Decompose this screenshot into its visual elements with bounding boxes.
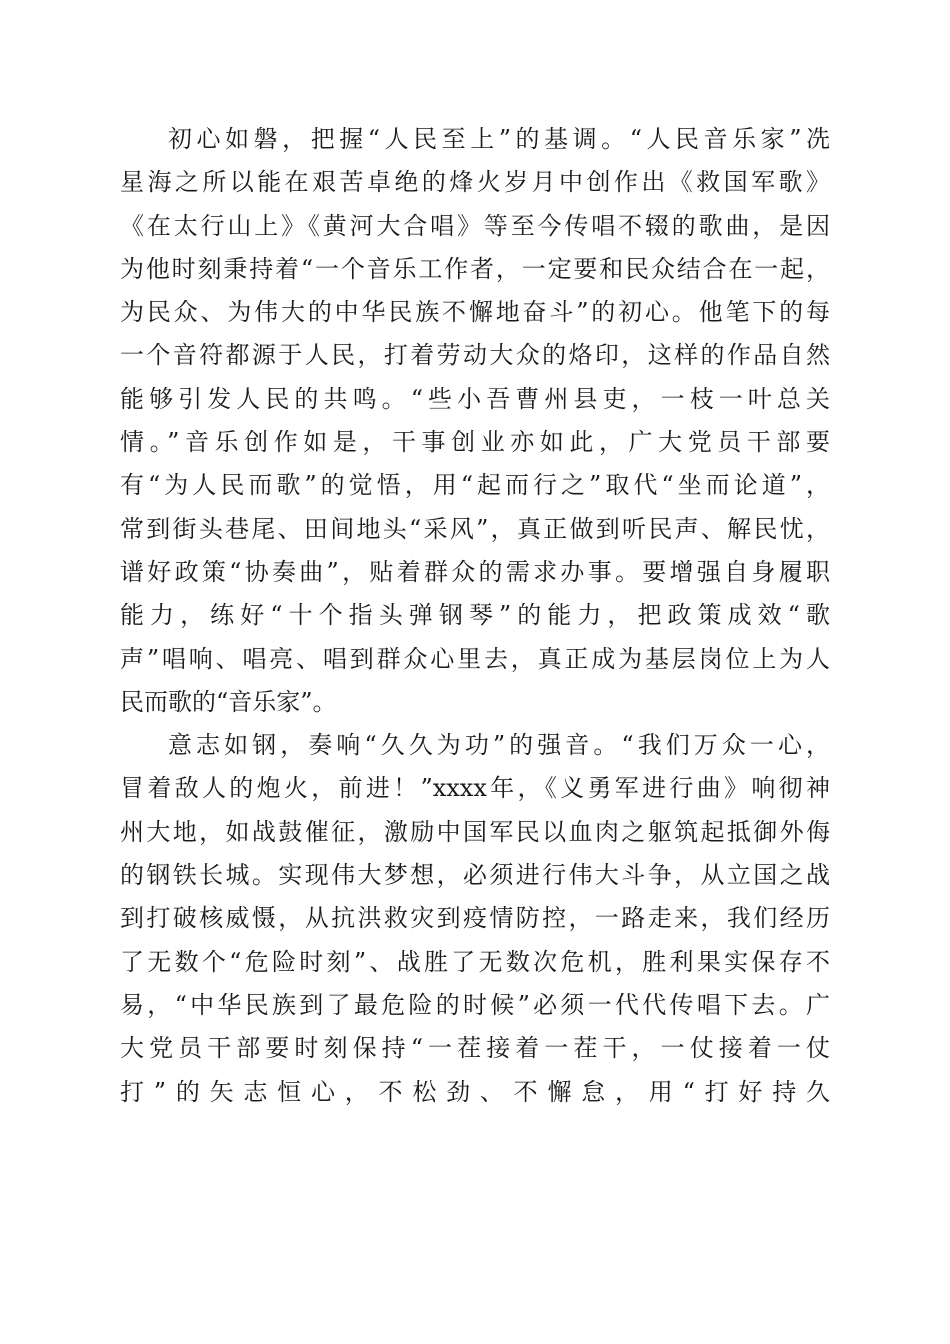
paragraph-1-line-4: 为他时刻秉持着“一个音乐工作者，一定要和民众结合在一起， — [120, 254, 830, 283]
paragraph-1-line-3: 《在太行山上》《黄河大合唱》等至今传唱不辍的歌曲，是因 — [120, 211, 830, 240]
paragraph-1-line-1: 初心如磐，把握“人民至上”的基调。“人民音乐家”冼 — [168, 125, 830, 153]
paragraph-1-line-11: 谱好政策“协奏曲”，贴着群众的需求办事。要增强自身履职 — [120, 557, 830, 586]
paragraph-1-line-9: 有“为人民而歌”的觉悟，用“起而行之”取代“坐而论道”， — [120, 471, 830, 500]
paragraph-2-line-7: 易，“中华民族到了最危险的时候”必须一代代传唱下去。广 — [120, 990, 830, 1019]
article-body — [120, 118, 830, 1114]
paragraph-1-line-6: 一个音符都源于人民，打着劳动大众的烙印，这样的作品自然 — [120, 341, 830, 370]
paragraph-2-line-5: 到打破核威慑，从抗洪救灾到疫情防控，一路走来，我们经历 — [120, 904, 830, 933]
paragraph-1-line-10: 常到街头巷尾、田间地头“采风”，真正做到听民声、解民忧， — [120, 514, 830, 543]
paragraph-1-line-2: 星海之所以能在艰苦卓绝的烽火岁月中创作出《救国军歌》 — [120, 168, 830, 197]
paragraph-2-line-6: 了无数个“危险时刻”、战胜了无数次危机，胜利果实保存不 — [120, 947, 830, 976]
paragraph-1-line-14: 民而歌的“音乐家”。 — [120, 687, 337, 716]
paragraph-2-line-3: 州大地，如战鼓催征，激励中国军民以血肉之躯筑起抵御外侮 — [120, 817, 830, 846]
paragraph-2-line-9: 打”的矢志恒心，不松劲、不懈怠，用“打好持久 — [120, 1077, 830, 1106]
paragraph-2-line-1: 意志如钢，奏响“久久为功”的强音。“我们万众一心， — [168, 731, 830, 760]
paragraph-2-line-8: 大党员干部要时刻保持“一茬接着一茬干，一仗接着一仗 — [120, 1034, 830, 1063]
paragraph-1-line-13: 声”唱响、唱亮、唱到群众心里去，真正成为基层岗位上为人 — [120, 644, 830, 673]
paragraph-1-line-8: 情。”音乐创作如是，干事创业亦如此，广大党员干部要 — [120, 428, 830, 457]
paragraph-2-line-4: 的钢铁长城。实现伟大梦想，必须进行伟大斗争，从立国之战 — [120, 861, 830, 890]
paragraph-1-line-12: 能力，练好“十个指头弹钢琴”的能力，把政策成效“歌 — [120, 601, 830, 630]
paragraph-2-line-2: 冒着敌人的炮火，前进！”xxxx年，《义勇军进行曲》响彻神 — [120, 774, 830, 803]
paragraph-1-line-5: 为民众、为伟大的中华民族不懈地奋斗”的初心。他笔下的每 — [120, 298, 830, 327]
paragraph-1-line-7: 能够引发人民的共鸣。“些小吾曹州县吏，一枝一叶总关 — [120, 384, 830, 413]
